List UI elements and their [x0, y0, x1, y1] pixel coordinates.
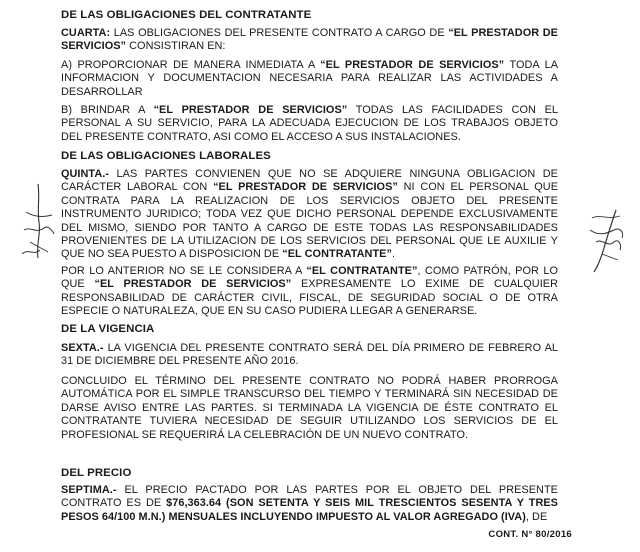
clause-quinta-paragraph-2: POR LO ANTERIOR NO SE LE CONSIDERA A “EL CONTRATANTE”, COMO PATRÓN, POR LO QUE “EL PRESTADOR DE SERVICIOS” EXPRESAMENTE LO EXIME DE CUALQUIER RESPONSABILIDAD DE CARÁCTER CIVIL, FISCAL, DE SEGURIDAD SOCIAL O DE OTRA ESPECIE O NATURALEZA, QUE EN SU CASO PUDIERA LLEGAR A GENERARSE. [61, 265, 559, 318]
clause-label: QUINTA.- [61, 168, 109, 180]
heading-vigencia: DE LA VIGENCIA [61, 323, 155, 335]
clause-inciso-a: A) PROPORCIONAR DE MANERA INMEDIATA A “EL PRESTADOR DE SERVICIOS” TODA LA INFORMACION Y DOCUMENTACION NECESARIA PARA REALIZAR LAS ACTIVIDADES A DESARROLLAR [61, 59, 559, 98]
clause-cuarta: CUARTA: LAS OBLIGACIONES DEL PRESENTE CONTRATO A CARGO DE “EL PRESTADOR DE SERVICIOS” CONSISTIRAN EN: [61, 27, 558, 53]
contract-number: CONT. N° 80/2016 [488, 529, 572, 540]
clause-label: SEXTA.- [61, 342, 104, 354]
clause-label: SEPTIMA.- [61, 484, 117, 496]
left-margin-signature [18, 182, 58, 262]
clause-septima: SEPTIMA.- EL PRECIO PACTADO POR LAS PARTES POR EL OBJETO DEL PRESENTE CONTRATO ES DE $76,363.64 (SON SETENTA Y SEIS MIL TRESCIENTOS SESENTA Y TRES PESOS 64/100 M.N.) MENSUALES INCLUYENDO IMPUESTO AL VALOR AGREGADO (IVA), DE [61, 484, 558, 523]
heading-precio: DEL PRECIO [61, 467, 132, 479]
clause-inciso-b: B) BRINDAR A “EL PRESTADOR DE SERVICIOS” TODAS LAS FACILIDADES CON EL PERSONAL A SU SERVICIO, PARA LA ADECUADA EJECUCION DE LOS TRABAJOS OBJETO DEL PRESENTE CONTRATO, ASI COMO EL ACCESO A SUS INSTALACIONES. [61, 104, 559, 143]
heading-obligaciones-laborales: DE LAS OBLIGACIONES LABORALES [61, 150, 271, 162]
right-margin-signature [584, 208, 628, 274]
heading-obligaciones-contratante: DE LAS OBLIGACIONES DEL CONTRATANTE [61, 9, 312, 21]
clause-quinta: QUINTA.- LAS PARTES CONVIENEN QUE NO SE ADQUIERE NINGUNA OBLIGACION DE CARÁCTER LABORAL CON “EL PRESTADOR DE SERVICIOS” NI CON EL PERSONAL QUE CONTRATA PARA LA REALIZACION DE LOS SERVICIOS OBJETO DEL PRESENTE INSTRUMENTO JURIDICO; TODA VEZ QUE DICHO PERSONAL DEPENDE EXCLUSIVAMENTE DEL MISMO, SIENDO POR TANTO A CARGO DE ESTE TODAS LAS RESPONSABILIDADES PROVENIENTES DE LA UTILIZACION DE LOS SERVICIOS DEL PERSONAL QUE LE AUXILIE Y QUE NO SEA PUESTO A DISPOSICION DE “EL CONTRATANTE”. [61, 168, 559, 261]
clause-sexta-paragraph-2: CONCLUIDO EL TÉRMINO DEL PRESENTE CONTRATO NO PODRÁ HABER PRORROGA AUTOMÁTICA POR EL SIMPLE TRANSCURSO DEL TIEMPO Y TERMINARÁ SIN NECESIDAD DE DARSE AVISO ENTRE LAS PARTES. SI TERMINADA LA VIGENCIA DE ÉSTE CONTRATO EL CONTRATANTE TUVIERA NECESIDAD DE SEGUIR UTILIZANDO LOS SERVICIOS DE EL PROFESIONAL SE REQUERIRÁ LA CELEBRACIÓN DE UN NUEVO CONTRATO. [61, 375, 558, 441]
clause-sexta: SEXTA.- LA VIGENCIA DEL PRESENTE CONTRATO SERÁ DEL DÍA PRIMERO DE FEBRERO AL 31 DE DICIEMBRE DEL PRESENTE AÑO 2016. [61, 342, 558, 368]
clause-label: CUARTA: [61, 27, 111, 39]
